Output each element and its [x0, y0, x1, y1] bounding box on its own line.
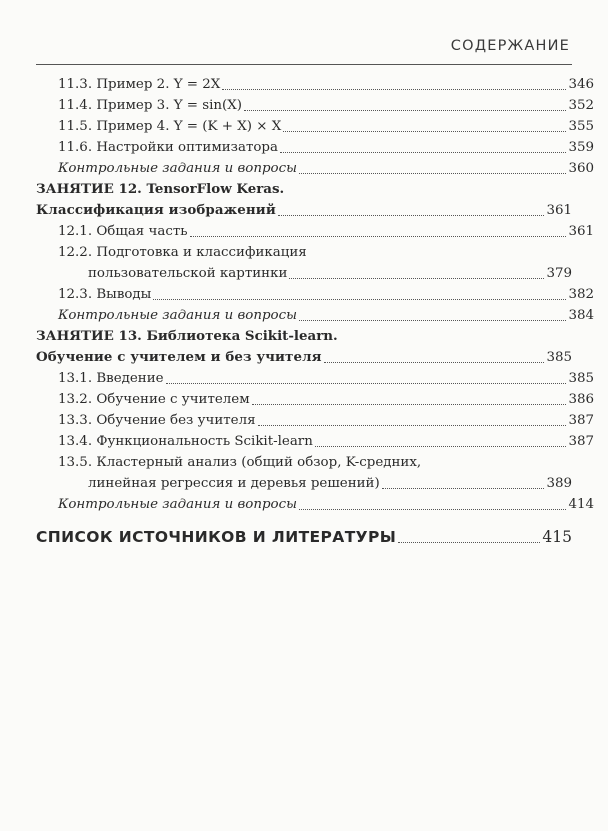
toc-entry-label: Контрольные задания и вопросы [58, 497, 298, 512]
header-divider [36, 64, 572, 65]
toc-page-number: 387 [568, 413, 594, 428]
toc-page-number: 361 [568, 224, 594, 239]
toc-entry-11-3[interactable] [36, 74, 594, 95]
toc-entry-13-4[interactable] [36, 431, 594, 452]
toc-entry-11-5[interactable] [36, 116, 594, 137]
toc-chapter-13[interactable] [36, 326, 572, 368]
toc-page-number: 352 [568, 98, 594, 113]
dot-leader [315, 446, 567, 447]
toc-entry-13-1[interactable] [36, 368, 594, 389]
toc-page-number: 414 [568, 497, 594, 512]
toc-entry-13-5[interactable] [36, 452, 572, 494]
toc-page-number: 387 [568, 434, 594, 449]
toc-entry-label: 11.4. Пример 3. Y = sin(X) [58, 98, 243, 113]
toc-page-number: 359 [568, 140, 594, 155]
toc-page-number: 346 [568, 77, 594, 92]
toc-entry-label: 13.3. Обучение без учителя [58, 413, 256, 428]
toc-entry-12-3[interactable] [36, 284, 594, 305]
toc-entry-label: 13.4. Функциональность Scikit-learn [58, 434, 313, 449]
dot-leader [190, 236, 567, 237]
table-of-contents [36, 74, 594, 515]
toc-entry-questions-12[interactable] [36, 305, 594, 326]
dot-leader [244, 110, 566, 111]
toc-entry-label: 13.1. Введение [58, 371, 164, 386]
toc-entry-11-6[interactable] [36, 137, 594, 158]
toc-page-number: 389 [546, 476, 572, 491]
toc-entry-label-line1: 12.2. Подготовка и классификация [58, 245, 307, 260]
toc-chapter-12[interactable] [36, 179, 572, 221]
toc-entry-12-2[interactable] [36, 242, 572, 284]
dot-leader [252, 404, 567, 405]
dot-leader [283, 131, 566, 132]
dot-leader [299, 320, 566, 321]
toc-page-number: 360 [568, 161, 594, 176]
dot-leader [278, 215, 545, 216]
toc-chapter-title-line2: Классификация изображений [36, 202, 276, 218]
toc-bibliography-label: СПИСОК ИСТОЧНИКОВ И ЛИТЕРАТУРЫ [36, 528, 397, 546]
toc-entry-13-3[interactable] [36, 410, 594, 431]
toc-page-number: 415 [542, 528, 572, 546]
toc-page-number: 361 [546, 203, 572, 218]
toc-entry-label: Контрольные задания и вопросы [58, 161, 298, 176]
toc-page-number: 385 [568, 371, 594, 386]
toc-page-number: 385 [546, 350, 572, 365]
toc-entry-label: 12.1. Общая часть [58, 224, 188, 239]
toc-entry-label: 12.3. Выводы [58, 287, 152, 302]
toc-bibliography[interactable] [36, 526, 572, 548]
toc-entry-label: 11.6. Настройки оптимизатора [58, 140, 278, 155]
toc-entry-13-2[interactable] [36, 389, 594, 410]
dot-leader [324, 362, 545, 363]
toc-page-number: 384 [568, 308, 594, 323]
toc-chapter-title-line1: ЗАНЯТИЕ 13. Библиотека Scikit-learn. [36, 328, 338, 344]
dot-leader [299, 509, 566, 510]
toc-chapter-title-line1: ЗАНЯТИЕ 12. TensorFlow Keras. [36, 181, 285, 197]
toc-entry-questions-13[interactable] [36, 494, 594, 515]
running-header-title: СОДЕРЖАНИЕ [450, 38, 570, 54]
toc-entry-label: 13.2. Обучение с учителем [58, 392, 250, 407]
dot-leader [398, 542, 540, 543]
toc-entry-label: Контрольные задания и вопросы [58, 308, 298, 323]
dot-leader [280, 152, 566, 153]
dot-leader [299, 173, 566, 174]
toc-entry-12-1[interactable] [36, 221, 594, 242]
toc-page-number: 379 [546, 266, 572, 281]
toc-page-number: 386 [568, 392, 594, 407]
dot-leader [258, 425, 567, 426]
dot-leader [289, 278, 544, 279]
dot-leader [153, 299, 566, 300]
dot-leader [166, 383, 567, 384]
toc-page-number: 355 [568, 119, 594, 134]
toc-entry-label: 11.5. Пример 4. Y = (K + X) × X [58, 119, 282, 134]
toc-entry-label-line2: линейная регрессия и деревья решений) [88, 476, 380, 491]
toc-chapter-title-line2: Обучение с учителем и без учителя [36, 349, 322, 365]
dot-leader [382, 488, 545, 489]
toc-entry-11-4[interactable] [36, 95, 594, 116]
toc-page-number: 382 [568, 287, 594, 302]
toc-entry-label-line1: 13.5. Кластерный анализ (общий обзор, K-средних, [58, 455, 422, 470]
toc-entry-questions-11[interactable] [36, 158, 594, 179]
toc-entry-label-line2: пользовательской картинки [88, 266, 288, 281]
dot-leader [222, 89, 566, 90]
toc-entry-label: 11.3. Пример 2. Y = 2X [58, 77, 221, 92]
